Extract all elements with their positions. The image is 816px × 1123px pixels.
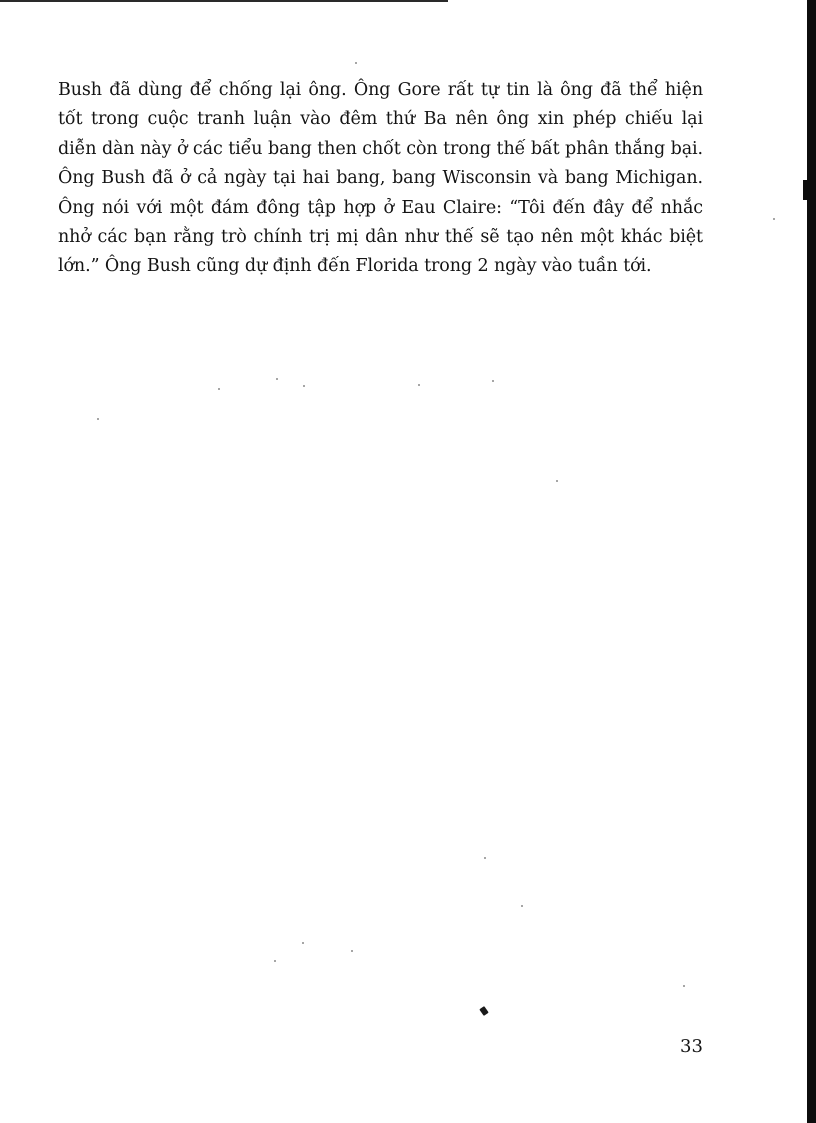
scan-top-rule: [0, 0, 448, 2]
scan-speck: [355, 62, 357, 64]
scan-speck: [683, 985, 685, 987]
scan-speck: [556, 480, 558, 482]
scan-speck: [418, 384, 420, 386]
scan-speck: [218, 388, 220, 390]
body-paragraph: Bush đã dùng để chống lại ông. Ông Gore rất tự tin là ông đã thể hiện tốt trong cuộc tranh luận vào đêm thứ Ba nên ông xin phép chiếu lại diễn dàn này ở các tiểu bang then chốt còn trong thế bất phân thắng bại. Ông Bush đã ở cả ngày tại hai bang, bang Wisconsin và bang Michigan. Ông nói với một đám đông tập hợp ở Eau Claire: “Tôi đến đây để nhắc nhở các bạn rằng trò chính trị mị dân như thế sẽ tạo nên một khác biệt lớn.” Ông Bush cũng dự định đến Florida trong 2 ngày vào tuần tới.: [58, 80, 703, 277]
scan-edge-notch: [803, 180, 807, 200]
scan-speck: [773, 218, 775, 220]
scan-speck: [274, 960, 276, 962]
scan-speck: [276, 378, 278, 380]
scan-speck: [351, 950, 353, 952]
scan-speck: [302, 942, 304, 944]
page-number: 33: [680, 1036, 703, 1057]
scan-right-edge: [807, 0, 816, 1123]
scan-speck: [521, 905, 523, 907]
scan-speck: [492, 380, 494, 382]
scan-ink-mark: [479, 1006, 489, 1016]
scan-speck: [484, 857, 486, 859]
scan-speck: [97, 418, 99, 420]
scan-speck: [303, 385, 305, 387]
